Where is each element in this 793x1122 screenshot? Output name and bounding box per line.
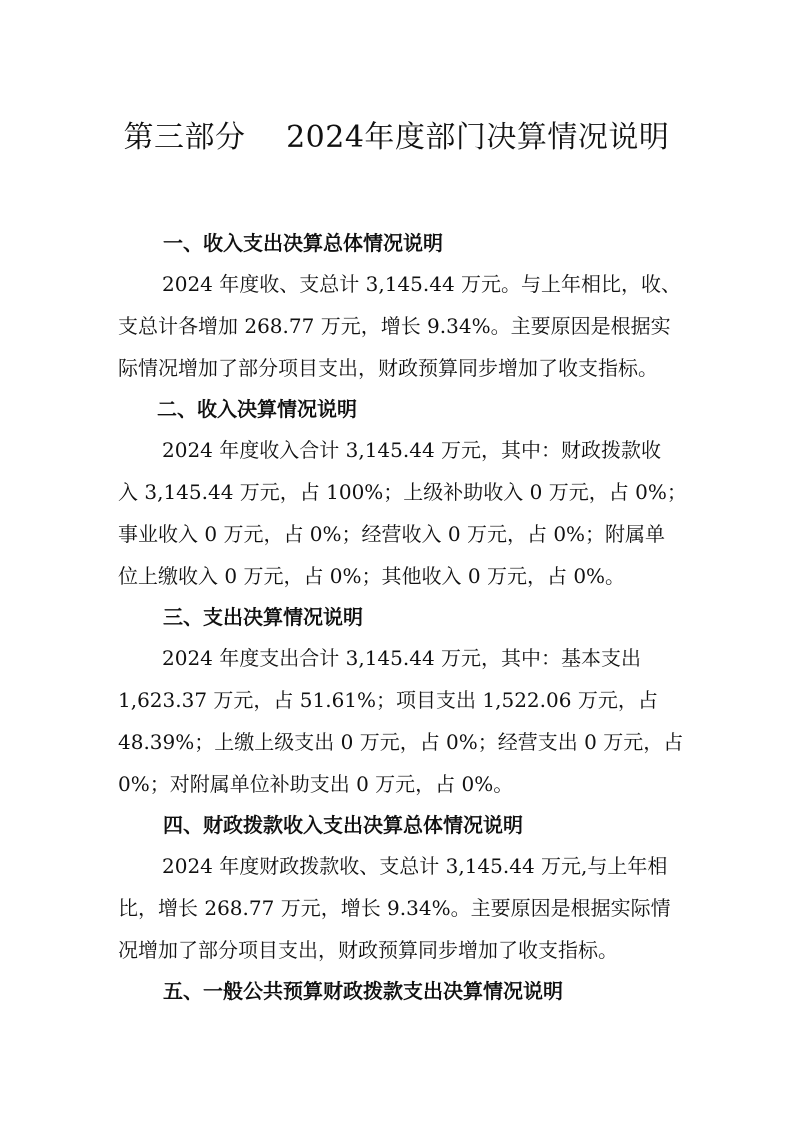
paragraph-line: 2024 年度支出合计 3,145.44 万元，其中：基本支出 [162,646,642,670]
paragraph-line: 2024 年度收、支总计 3,145.44 万元。与上年相比，收、 [162,272,682,296]
paragraph-line: 48.39%；上缴上级支出 0 万元，占 0%；经营支出 0 万元，占 [118,730,684,754]
paragraph-line: 1,623.37 万元，占 51.61%；项目支出 1,522.06 万元，占 [118,688,658,712]
paragraph-line: 事业收入 0 万元，占 0%；经营收入 0 万元，占 0%；附属单 [118,522,666,546]
section-heading-2: 二、收入决算情况说明 [157,397,357,421]
paragraph-line: 比，增长 268.77 万元，增长 9.34%。主要原因是根据实际情 [118,896,671,920]
section-heading-5: 五、一般公共预算财政拨款支出决算情况说明 [163,979,563,1003]
section-heading-4: 四、财政拨款收入支出决算总体情况说明 [163,813,523,837]
paragraph-line: 2024 年度财政拨款收、支总计 3,145.44 万元,与上年相 [162,854,668,878]
paragraph-line: 位上缴收入 0 万元，占 0%；其他收入 0 万元，占 0%。 [118,564,626,588]
paragraph-line: 况增加了部分项目支出，财政预算同步增加了收支指标。 [118,938,618,962]
paragraph-line: 2024 年度收入合计 3,145.44 万元，其中：财政拨款收 [162,438,662,462]
section-heading-3: 三、支出决算情况说明 [163,605,363,629]
paragraph-line: 0%；对附属单位补助支出 0 万元，占 0%。 [118,772,514,796]
paragraph-line: 入 3,145.44 万元，占 100%；上级补助收入 0 万元，占 0%； [118,480,687,504]
paragraph-line: 支总计各增加 268.77 万元，增长 9.34%。主要原因是根据实 [118,314,671,338]
section-heading-1: 一、收入支出决算总体情况说明 [163,231,443,255]
page-title: 第三部分 2024年度部门决算情况说明 [123,120,670,155]
paragraph-line: 际情况增加了部分项目支出，财政预算同步增加了收支指标。 [118,356,658,380]
